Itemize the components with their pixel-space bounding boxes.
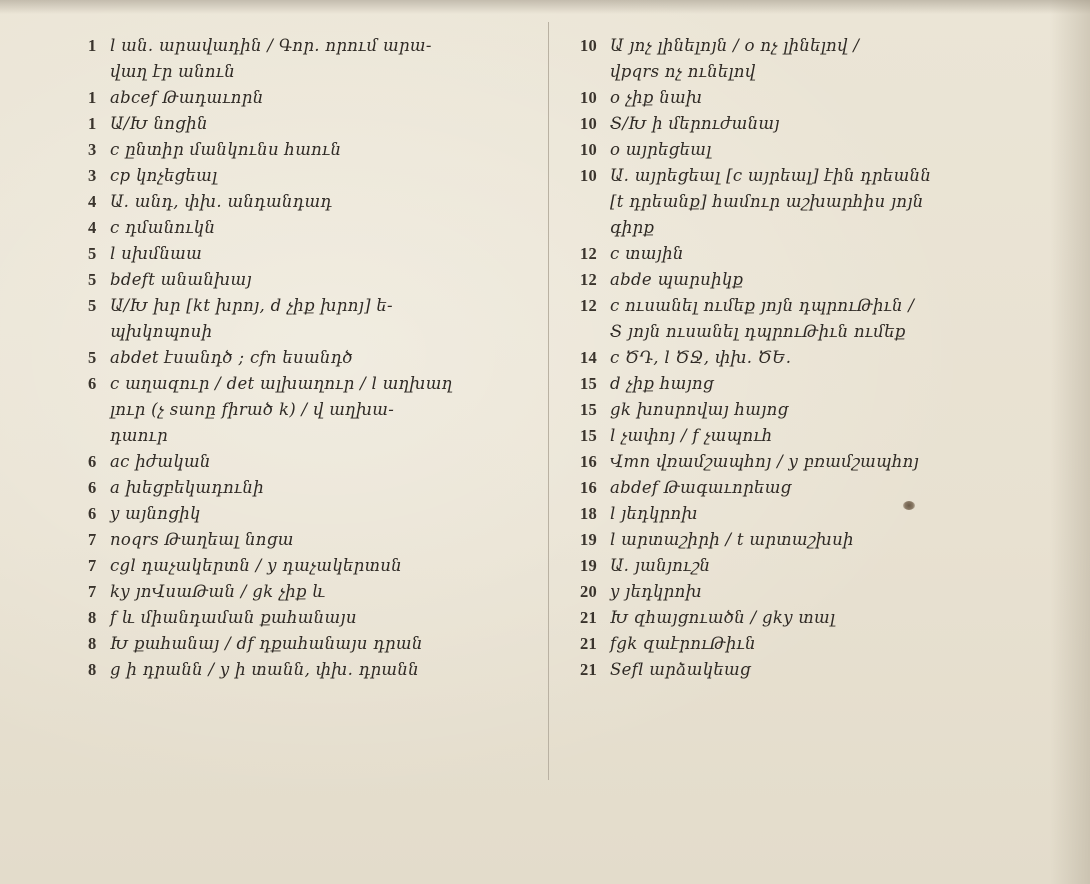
variant-text: c տային	[610, 244, 684, 263]
line-number: 10	[580, 88, 598, 107]
variant-line	[88, 631, 528, 657]
line-number: 21	[580, 634, 598, 653]
variant-text: l յեդկրոխ	[610, 504, 698, 523]
variant-line	[88, 189, 528, 215]
line-number: 21	[580, 608, 598, 627]
variant-text: [t դրեանք] համուր աշխարհիս յոյն	[610, 192, 924, 211]
line-number: 3	[88, 166, 97, 185]
variant-line	[580, 189, 1030, 215]
variant-text: c ընտիր մանկունս հաուն	[110, 140, 342, 159]
variant-text: ac իժական	[110, 452, 211, 471]
variant-line	[580, 371, 1030, 397]
variant-text: cgl դաչակերտն / y դաչակերտսն	[110, 556, 402, 575]
variant-text: l արտաշիրի / t արտաշխսի	[610, 530, 854, 549]
line-number: 6	[88, 478, 97, 497]
page-right-shadow	[1050, 0, 1090, 884]
variant-line	[88, 475, 528, 501]
variant-text: վpqrs ոչ ունելով	[610, 62, 756, 81]
variant-line	[88, 137, 528, 163]
variant-text: y այնոցիկ	[110, 504, 201, 523]
variant-text: Ա. անդ, փխ. անդանդադ	[110, 192, 333, 211]
line-number: 14	[580, 348, 598, 367]
variant-line	[580, 501, 1030, 527]
variant-line	[88, 423, 528, 449]
line-number: 5	[88, 296, 97, 315]
line-number: 3	[88, 140, 97, 159]
variant-text: վաղ էր անուն	[110, 62, 235, 81]
line-number: 5	[88, 244, 97, 263]
variant-text: abde պարսիկք	[610, 270, 744, 289]
variant-line	[88, 267, 528, 293]
variant-text: y յեդկրոխ	[610, 582, 702, 601]
variant-line	[88, 501, 528, 527]
variant-text: fgk զաէրուԹիւն	[610, 634, 756, 653]
variant-line	[580, 267, 1030, 293]
variant-text: noqrs Թաղեալ նոցա	[110, 530, 294, 549]
line-number: 10	[580, 36, 598, 55]
variant-text: c ԾԴ, l ԾՋ, փխ. ԾԵ.	[610, 348, 792, 367]
line-number: 20	[580, 582, 598, 601]
variant-line	[580, 215, 1030, 241]
variant-text: Ա. յանյուշն	[610, 556, 711, 575]
variant-text: abdef Թագաւորեաց	[610, 478, 792, 497]
page-top-shadow	[0, 0, 1090, 14]
variant-line	[88, 241, 528, 267]
variant-text: l ան. արավադին / Գոր. որում արա-	[110, 36, 432, 55]
variant-text: Խ քահանայ / df դքահանայս դրան	[110, 634, 423, 653]
line-number: 10	[580, 114, 598, 133]
line-number: 8	[88, 634, 97, 653]
variant-line	[580, 527, 1030, 553]
variant-text: f և միանդաման քահանայս	[110, 608, 357, 627]
variant-line	[580, 241, 1030, 267]
variant-text: ky յոՎսաԹան / gk չիք և	[110, 582, 326, 601]
line-number: 4	[88, 192, 97, 211]
variant-line	[88, 371, 528, 397]
line-number: 7	[88, 582, 97, 601]
variant-line	[88, 553, 528, 579]
variant-text: bdeft անանխայ	[110, 270, 252, 289]
variant-line	[580, 111, 1030, 137]
variant-text: g ի դրանն / y ի տանն, փխ. դրանն	[110, 660, 419, 679]
variant-text: abcef Թադաւորն	[110, 88, 264, 107]
variant-text: a խեցբեկադունի	[110, 478, 264, 497]
line-number: 10	[580, 166, 598, 185]
line-number: 16	[580, 478, 598, 497]
variant-line	[88, 319, 528, 345]
variant-text: c աղազուր / det ալխաղուր / l աղխաղ	[110, 374, 453, 393]
variant-line	[580, 475, 1030, 501]
variant-line	[88, 33, 528, 59]
variant-line	[580, 397, 1030, 423]
variant-text: լուր (չ sաnը fիrած k) / վ աղխա-	[110, 400, 395, 419]
variant-line	[88, 293, 528, 319]
variant-line	[88, 111, 528, 137]
variant-text: պխկոպոսի	[110, 322, 213, 341]
variant-line	[580, 553, 1030, 579]
line-number: 6	[88, 452, 97, 471]
line-number: 1	[88, 36, 97, 55]
variant-line	[580, 85, 1030, 111]
variant-line	[88, 345, 528, 371]
variant-line	[88, 657, 528, 683]
variant-text: gk խոսրովայ հայոց	[610, 400, 789, 419]
variant-text: o այրեցեալ	[610, 140, 712, 159]
line-number: 8	[88, 608, 97, 627]
variant-line	[88, 397, 528, 423]
variant-line	[580, 33, 1030, 59]
variant-line	[580, 163, 1030, 189]
right-column	[580, 33, 1030, 683]
variant-text: l չափոյ / f չապուհ	[610, 426, 773, 445]
variant-text: c դմանուկն	[110, 218, 216, 237]
variant-text: Ա. այրեցեալ [c այրեալ] էին դրեանն	[610, 166, 932, 185]
variant-text: Տ/Խ ի մերուժանայ	[610, 114, 780, 133]
variant-text: Ա/Խ խր [kt խրոյ, d չիք խրոյ] ե-	[110, 296, 393, 315]
line-number: 12	[580, 244, 598, 263]
column-divider	[548, 22, 549, 780]
line-number: 21	[580, 660, 598, 679]
variant-text: Ա յոչ լինելոյն / օ ոչ լինելով /	[610, 36, 860, 55]
line-number: 19	[580, 530, 598, 549]
variant-text: Խ զհայցուածն / gky տալ	[610, 608, 836, 627]
line-number: 15	[580, 400, 598, 419]
line-number: 12	[580, 296, 598, 315]
variant-text: գիրք	[610, 218, 655, 237]
variant-text: Sefl արձակեաց	[610, 660, 751, 679]
line-number: 6	[88, 504, 97, 523]
line-number: 12	[580, 270, 598, 289]
variant-line	[88, 605, 528, 631]
variant-text: դաուր	[110, 426, 168, 445]
variant-line	[88, 59, 528, 85]
line-number: 5	[88, 348, 97, 367]
line-number: 8	[88, 660, 97, 679]
variant-line	[580, 423, 1030, 449]
line-number: 15	[580, 374, 598, 393]
variant-line	[580, 345, 1030, 371]
line-number: 18	[580, 504, 598, 523]
line-number: 6	[88, 374, 97, 393]
line-number: 1	[88, 114, 97, 133]
variant-line	[580, 319, 1030, 345]
line-number: 5	[88, 270, 97, 289]
variant-text: d չիք հայոց	[610, 374, 714, 393]
line-number: 7	[88, 556, 97, 575]
variant-line	[580, 449, 1030, 475]
left-column	[88, 33, 528, 683]
variant-text: Տ յոյն ուսանել դպրուԹիւն ումեք	[610, 322, 906, 341]
variant-text: Ա/Խ նոցին	[110, 114, 208, 133]
line-number: 15	[580, 426, 598, 445]
ink-stain	[903, 501, 915, 510]
variant-line	[580, 657, 1030, 683]
variant-line	[88, 85, 528, 111]
variant-text: abdet էսանդծ ; cfn եսանդծ	[110, 348, 353, 367]
variant-line	[580, 631, 1030, 657]
variant-line	[580, 59, 1030, 85]
variant-text: Վmn վռամշապհոյ / y բռամշապհոյ	[610, 452, 920, 471]
line-number: 4	[88, 218, 97, 237]
variant-line	[580, 605, 1030, 631]
variant-text: c ուսանել ումեք յոյն դպրուԹիւն /	[610, 296, 915, 315]
variant-line	[88, 215, 528, 241]
line-number: 7	[88, 530, 97, 549]
variant-text: l սխմնաա	[110, 244, 203, 263]
variant-line	[580, 137, 1030, 163]
variant-line	[88, 579, 528, 605]
line-number: 1	[88, 88, 97, 107]
variant-text: o չիք նախ	[610, 88, 703, 107]
variant-line	[88, 527, 528, 553]
variant-line	[88, 449, 528, 475]
line-number: 16	[580, 452, 598, 471]
line-number: 19	[580, 556, 598, 575]
variant-line	[88, 163, 528, 189]
variant-line	[580, 293, 1030, 319]
variant-line	[580, 579, 1030, 605]
variant-text: cp կոչեցեալ	[110, 166, 218, 185]
line-number: 10	[580, 140, 598, 159]
